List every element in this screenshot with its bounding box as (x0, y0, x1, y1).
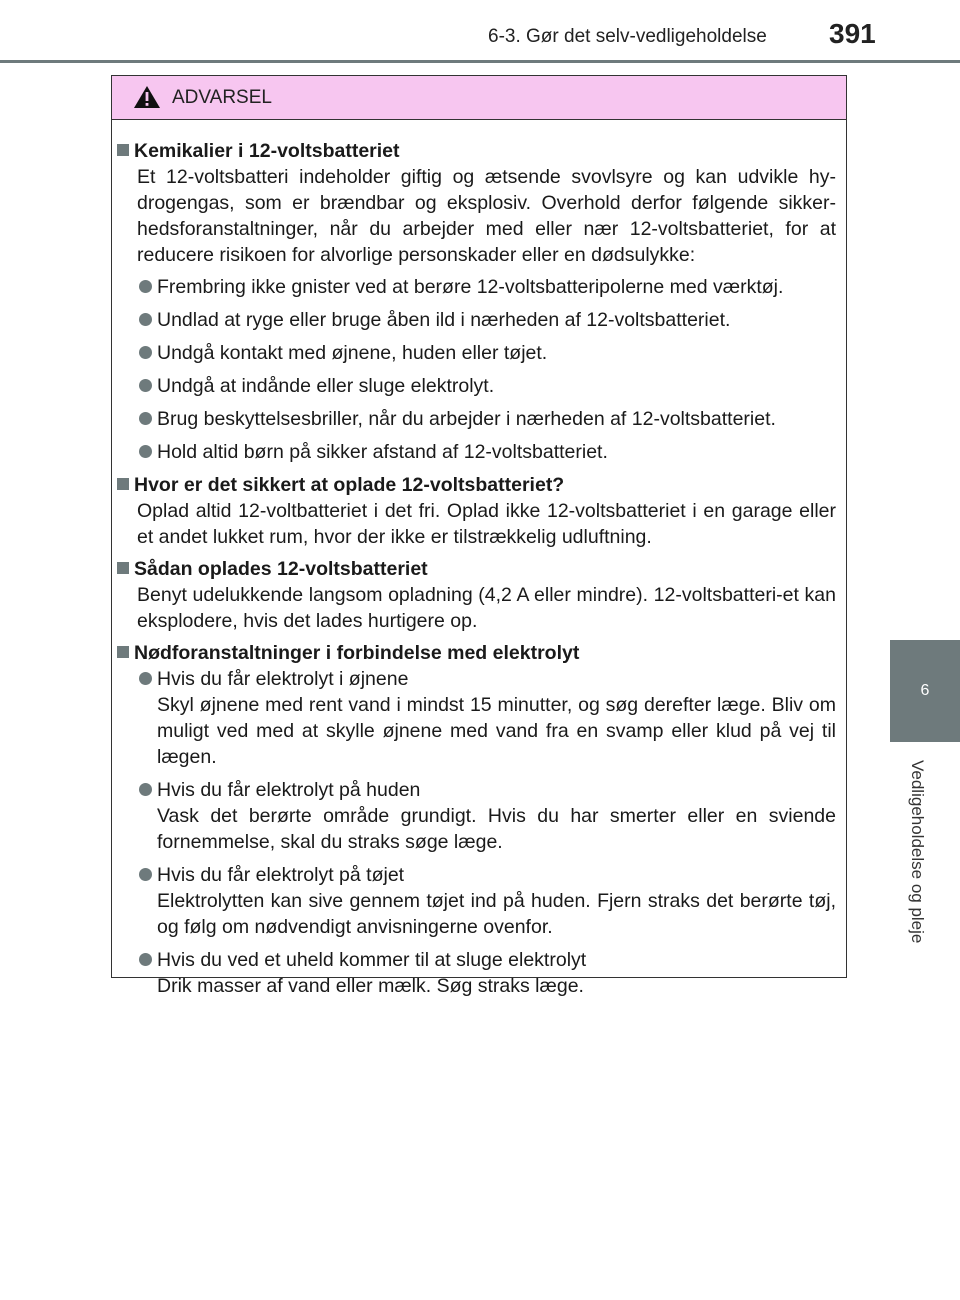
section-heading-text: Kemikalier i 12-voltsbatteriet (134, 140, 400, 162)
bullet-subtext: Elektrolytten kan sive gennem tøjet ind på huden. Fjern straks det berørte tøj, og følg om nødvendigt anvisningerne ovenfor. (157, 890, 836, 938)
square-bullet-icon (117, 478, 129, 490)
bullet-text: Undlad at ryge eller bruge åben ild i nærheden af 12-voltsbatteriet. (157, 309, 731, 331)
warning-triangle-icon (133, 85, 161, 109)
bullet-item (112, 274, 836, 300)
bullet-text: Hold altid børn på sikker afstand af 12-voltsbatteriet. (157, 441, 608, 463)
round-bullet-icon (139, 313, 152, 326)
bullet-subtext: Drik masser af vand eller mælk. Søg straks læge. (157, 975, 584, 997)
warning-title: ADVARSEL (172, 87, 272, 108)
bullet-text: Hvis du får elektrolyt på tøjet (157, 864, 405, 886)
bullet-item (112, 439, 836, 465)
round-bullet-icon (139, 346, 152, 359)
square-bullet-icon (117, 562, 129, 574)
round-bullet-icon (139, 412, 152, 425)
section-heading (112, 472, 836, 498)
round-bullet-icon (139, 445, 152, 458)
bullet-text: Brug beskyttelsesbriller, når du arbejder i nærheden af 12-voltsbatteriet. (157, 408, 776, 430)
bullet-item (112, 406, 836, 432)
header-rule (0, 60, 960, 63)
warning-section (112, 138, 836, 465)
round-bullet-icon (139, 672, 152, 685)
warning-section (112, 556, 836, 634)
bullet-item (112, 307, 836, 333)
bullet-item (112, 666, 836, 770)
round-bullet-icon (139, 868, 152, 881)
section-paragraph: Et 12-voltsbatteri indeholder giftig og ætsende svovlsyre og kan udvikle hy-drogengas, som er brændbar og eksplosiv. Overhold derfor følgende sikker-hedsforanstaltninger, når du arbejder med eller nær 12-voltsbatteriet, for at reducere risikoen for alvorlige personskader eller en dødsulykke: (137, 166, 836, 266)
bullet-text: Undgå kontakt med øjnene, huden eller tøjet. (157, 342, 548, 364)
page-number: 391 (829, 18, 876, 49)
bullet-text: Hvis du ved et uheld kommer til at sluge elektrolyt (157, 949, 587, 971)
bullet-item (112, 947, 836, 999)
warning-section (112, 640, 836, 999)
square-bullet-icon (117, 646, 129, 658)
bullet-item (112, 777, 836, 855)
bullet-item (112, 373, 836, 399)
bullet-text: Hvis du får elektrolyt i øjnene (157, 668, 409, 690)
section-heading-text: Hvor er det sikkert at oplade 12-voltsbatteriet? (134, 474, 565, 496)
warning-section (112, 472, 836, 550)
bullet-subtext: Skyl øjnene med rent vand i mindst 15 minutter, og søg derefter læge. Bliv om muligt ved med at skylle øjnene med vand fra en svamp eller klud på vej til lægen. (157, 694, 836, 768)
section-heading (112, 138, 836, 164)
section-heading (112, 640, 836, 666)
bullet-text: Undgå at indånde eller sluge elektrolyt. (157, 375, 495, 397)
section-paragraph: Benyt udelukkende langsom opladning (4,2 A eller mindre). 12-voltsbatteri-et kan eksplodere, hvis det lades hurtigere op. (137, 584, 836, 632)
round-bullet-icon (139, 280, 152, 293)
warning-box (111, 75, 847, 997)
warning-header (112, 76, 846, 120)
chapter-tab[interactable]: 6 (890, 640, 960, 742)
bullet-item (112, 340, 836, 366)
section-title: 6-3. Gør det selv-vedligeholdelse (488, 26, 767, 47)
chapter-title: Vedligeholdelse og pleje (908, 760, 927, 944)
round-bullet-icon (139, 379, 152, 392)
section-heading-text: Sådan oplades 12-voltsbatteriet (134, 558, 428, 580)
bullet-item (112, 862, 836, 940)
section-heading (112, 556, 836, 582)
square-bullet-icon (117, 144, 129, 156)
section-heading-text: Nødforanstaltninger i forbindelse med elektrolyt (134, 642, 580, 664)
round-bullet-icon (139, 783, 152, 796)
warning-body (112, 120, 846, 999)
section-paragraph: Oplad altid 12-voltbatteriet i det fri. Oplad ikke 12-voltsbatteriet i en garage eller et andet lukket rum, hvor der ikke er tilstrækkelig udluftning. (137, 500, 836, 548)
bullet-text: Frembring ikke gnister ved at berøre 12-voltsbatteripolerne med værktøj. (157, 276, 784, 298)
round-bullet-icon (139, 953, 152, 966)
bullet-subtext: Vask det berørte område grundigt. Hvis du har smerter eller en sviende fornemmelse, skal du straks søge læge. (157, 805, 836, 853)
bullet-text: Hvis du får elektrolyt på huden (157, 779, 421, 801)
